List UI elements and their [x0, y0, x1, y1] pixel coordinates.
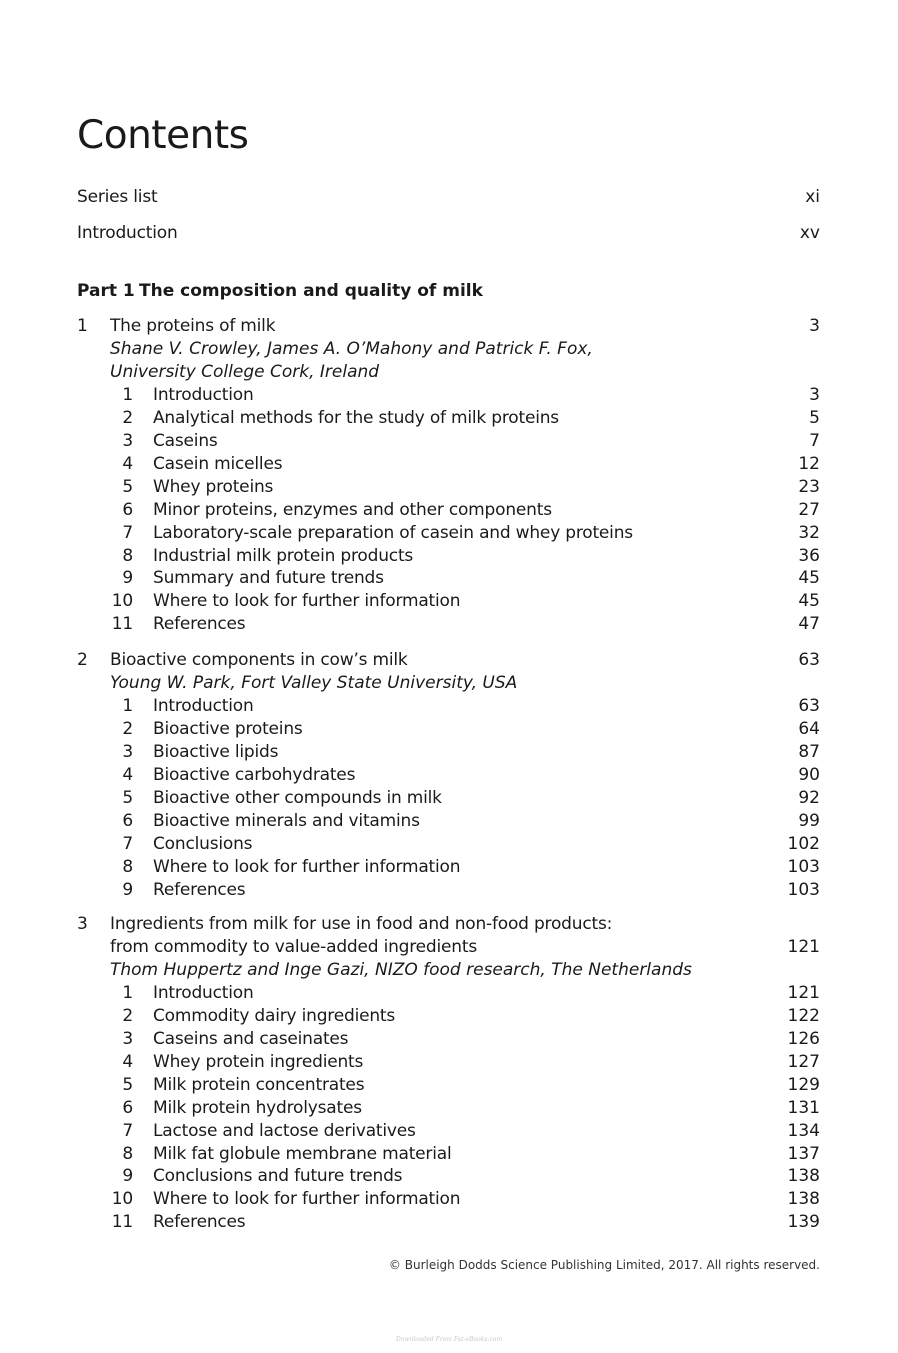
- section-page-number: 121: [787, 982, 820, 1003]
- section-title: Summary and future trends: [153, 568, 384, 589]
- section-entry: [0, 1165, 898, 1188]
- section-title: Minor proteins, enzymes and other components: [153, 499, 552, 520]
- section-number: 9: [122, 1166, 133, 1187]
- section-entry: [0, 1120, 898, 1143]
- section-page-number: 103: [787, 856, 820, 877]
- section-entry: [0, 590, 898, 613]
- section-title: Whey protein ingredients: [153, 1051, 364, 1072]
- section-title: References: [153, 879, 246, 900]
- section-number: 8: [122, 1143, 133, 1164]
- section-page-number: 12: [798, 453, 820, 474]
- section-entry: [0, 1143, 898, 1166]
- chapter-title-line: [0, 649, 898, 672]
- section-title: Introduction: [153, 384, 254, 405]
- chapter-page-number: 63: [798, 650, 820, 670]
- section-number: 2: [122, 407, 133, 428]
- section-title: Analytical methods for the study of milk proteins: [153, 407, 559, 428]
- section-page-number: 45: [798, 568, 820, 589]
- section-number: 2: [122, 718, 133, 739]
- section-title: Commodity dairy ingredients: [153, 1005, 396, 1026]
- section-entry: [0, 810, 898, 833]
- section-page-number: 99: [798, 810, 820, 831]
- section-title: Casein micelles: [153, 453, 283, 474]
- chapter-authors: [0, 338, 898, 361]
- section-title: Conclusions and future trends: [153, 1166, 403, 1187]
- part-label: Part 1: [77, 281, 135, 301]
- section-page-number: 131: [787, 1097, 820, 1118]
- section-title: Where to look for further information: [153, 856, 461, 877]
- section-entry: [0, 764, 898, 787]
- section-number: 4: [122, 1051, 133, 1072]
- section-entry: [0, 1097, 898, 1120]
- section-title: References: [153, 1212, 246, 1233]
- chapter-title: The proteins of milk: [110, 316, 276, 336]
- section-number: 10: [111, 1189, 133, 1210]
- section-page-number: 138: [787, 1166, 820, 1187]
- page-title: Contents: [77, 113, 249, 158]
- chapter-title-line: [0, 913, 898, 936]
- section-title: Conclusions: [153, 833, 253, 854]
- entry-title: Introduction: [77, 223, 178, 243]
- entry-title: Series list: [77, 187, 158, 207]
- section-number: 10: [111, 591, 133, 612]
- section-title: Introduction: [153, 695, 254, 716]
- section-title: Milk protein concentrates: [153, 1074, 365, 1095]
- chapter-number: 1: [77, 316, 88, 336]
- section-entry: [0, 879, 898, 902]
- section-title: Lactose and lactose derivatives: [153, 1120, 416, 1141]
- chapter-title: from commodity to value-added ingredients: [110, 936, 478, 957]
- section-number: 4: [122, 453, 133, 474]
- section-page-number: 92: [798, 787, 820, 808]
- section-entry: [0, 856, 898, 879]
- section-title: Caseins and caseinates: [153, 1028, 349, 1049]
- section-number: 1: [122, 695, 133, 716]
- chapter-authors: [0, 361, 898, 384]
- section-entry: [0, 1005, 898, 1028]
- section-entry: [0, 613, 898, 636]
- watermark: Downloaded From Fst-eBooks.com: [395, 1336, 503, 1343]
- chapter-title-line: [0, 315, 898, 338]
- section-title: Bioactive proteins: [153, 718, 303, 739]
- section-title: Where to look for further information: [153, 591, 461, 612]
- section-page-number: 64: [798, 718, 820, 739]
- section-page-number: 3: [809, 384, 820, 405]
- section-page-number: 138: [787, 1189, 820, 1210]
- copyright-notice: © Burleigh Dodds Science Publishing Limited, 2017. All rights reserved.: [388, 1258, 820, 1272]
- chapter-page-number: 121: [787, 936, 820, 957]
- section-entry: [0, 695, 898, 718]
- section-number: 11: [111, 614, 133, 635]
- front-matter-entry: [0, 186, 898, 209]
- section-entry: [0, 833, 898, 856]
- chapter-number: 3: [77, 914, 88, 934]
- section-entry: [0, 384, 898, 407]
- section-page-number: 7: [809, 430, 820, 451]
- section-entry: [0, 522, 898, 545]
- section-entry: [0, 453, 898, 476]
- section-page-number: 129: [787, 1074, 820, 1095]
- section-entry: [0, 1188, 898, 1211]
- section-number: 6: [122, 1097, 133, 1118]
- section-page-number: 139: [787, 1212, 820, 1233]
- section-number: 8: [122, 856, 133, 877]
- section-entry: [0, 476, 898, 499]
- section-page-number: 87: [798, 741, 820, 762]
- section-page-number: 103: [787, 879, 820, 900]
- author-line: Shane V. Crowley, James A. O’Mahony and Patrick F. Fox,: [110, 338, 593, 359]
- chapter-page-number: 3: [809, 316, 820, 336]
- section-page-number: 47: [798, 614, 820, 635]
- section-entry: [0, 1028, 898, 1051]
- section-title: Bioactive minerals and vitamins: [153, 810, 420, 831]
- section-title: Whey proteins: [153, 476, 274, 497]
- section-number: 7: [122, 833, 133, 854]
- section-entry: [0, 430, 898, 453]
- section-page-number: 90: [798, 764, 820, 785]
- section-number: 5: [122, 787, 133, 808]
- section-title: Where to look for further information: [153, 1189, 461, 1210]
- section-number: 4: [122, 764, 133, 785]
- section-number: 7: [122, 522, 133, 543]
- section-title: Introduction: [153, 982, 254, 1003]
- section-page-number: 23: [798, 476, 820, 497]
- entry-page-number: xi: [805, 187, 820, 207]
- section-title: Bioactive other compounds in milk: [153, 787, 442, 808]
- section-number: 2: [122, 1005, 133, 1026]
- chapter-title: Bioactive components in cow’s milk: [110, 650, 408, 670]
- section-number: 9: [122, 568, 133, 589]
- section-title: Milk protein hydrolysates: [153, 1097, 362, 1118]
- section-page-number: 36: [798, 545, 820, 566]
- chapter-title-line: [0, 936, 898, 959]
- chapter-number: 2: [77, 650, 88, 670]
- section-entry: [0, 567, 898, 590]
- section-title: Bioactive lipids: [153, 741, 279, 762]
- section-title: Caseins: [153, 430, 218, 451]
- part-heading: [0, 280, 898, 303]
- author-line: University College Cork, Ireland: [110, 361, 380, 382]
- section-title: References: [153, 614, 246, 635]
- author-line: Thom Huppertz and Inge Gazi, NIZO food research, The Netherlands: [110, 959, 692, 980]
- section-number: 3: [122, 430, 133, 451]
- section-entry: [0, 741, 898, 764]
- section-entry: [0, 499, 898, 522]
- section-number: 5: [122, 1074, 133, 1095]
- section-number: 8: [122, 545, 133, 566]
- chapter-authors: [0, 959, 898, 982]
- author-line: Young W. Park, Fort Valley State University, USA: [110, 672, 518, 693]
- section-number: 5: [122, 476, 133, 497]
- section-page-number: 27: [798, 499, 820, 520]
- section-entry: [0, 1074, 898, 1097]
- section-page-number: 137: [787, 1143, 820, 1164]
- section-entry: [0, 407, 898, 430]
- section-entry: [0, 718, 898, 741]
- entry-page-number: xv: [799, 223, 820, 243]
- section-page-number: 126: [787, 1028, 820, 1049]
- section-entry: [0, 787, 898, 810]
- section-number: 11: [111, 1212, 133, 1233]
- section-number: 7: [122, 1120, 133, 1141]
- section-entry: [0, 982, 898, 1005]
- section-page-number: 102: [787, 833, 820, 854]
- section-entry: [0, 1211, 898, 1234]
- section-number: 1: [122, 384, 133, 405]
- chapter-title: Ingredients from milk for use in food and non-food products:: [110, 914, 613, 934]
- section-title: Laboratory-scale preparation of casein and whey proteins: [153, 522, 633, 543]
- part-title: The composition and quality of milk: [139, 281, 483, 301]
- section-number: 1: [122, 982, 133, 1003]
- section-page-number: 32: [798, 522, 820, 543]
- section-page-number: 127: [787, 1051, 820, 1072]
- section-number: 3: [122, 1028, 133, 1049]
- chapter-authors: [0, 672, 898, 695]
- section-page-number: 134: [787, 1120, 820, 1141]
- section-number: 6: [122, 499, 133, 520]
- section-title: Milk fat globule membrane material: [153, 1143, 452, 1164]
- section-title: Bioactive carbohydrates: [153, 764, 356, 785]
- section-title: Industrial milk protein products: [153, 545, 414, 566]
- section-number: 6: [122, 810, 133, 831]
- section-page-number: 122: [787, 1005, 820, 1026]
- front-matter-entry: [0, 222, 898, 245]
- section-entry: [0, 545, 898, 568]
- section-page-number: 45: [798, 591, 820, 612]
- section-page-number: 5: [809, 407, 820, 428]
- section-entry: [0, 1051, 898, 1074]
- section-number: 3: [122, 741, 133, 762]
- section-page-number: 63: [798, 695, 820, 716]
- section-number: 9: [122, 879, 133, 900]
